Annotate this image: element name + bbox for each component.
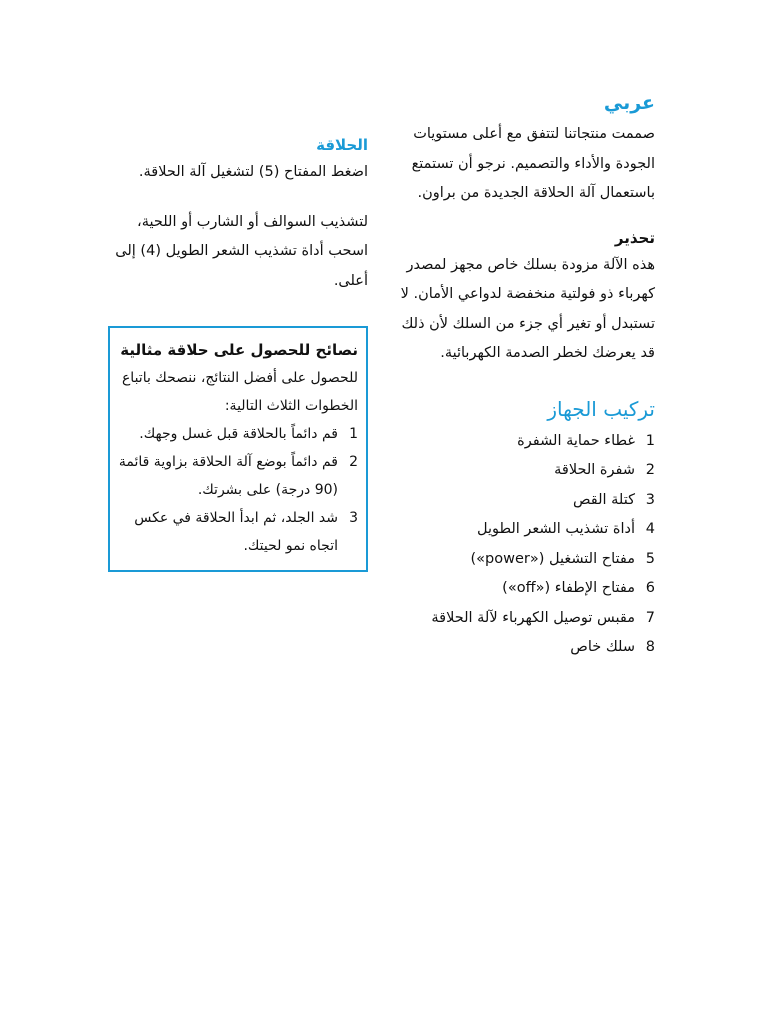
device-title: تركيب الجهاز (547, 396, 655, 421)
tips-intro: للحصول على أفضل النتائج، ننصحك باتباع الخطوات الثلاث التالية: (121, 370, 358, 414)
list-item: 4 أداة تشذيب الشعر الطويل (476, 521, 655, 537)
list-item: 3 شد الجلد، ثم ابدأ الحلاقة في عكس اتجاه نمو لحيتك. (134, 510, 358, 554)
list-item: 2 قم دائماً بوضع آلة الحلاقة بزاوية قائمة (90 درجة) على بشرتك. (118, 454, 358, 498)
tips-title: نصائح للحصول على حلاقة مثالية (120, 341, 358, 359)
list-item: 3 كتلة القص (572, 491, 655, 508)
list-item: 6 مفتاح الإطفاء («off») (502, 580, 655, 596)
right-column (395, 92, 655, 663)
list-item: 1 قم دائماً بالحلاقة قبل غسل وجهك. (139, 426, 358, 442)
tips-box (108, 326, 368, 572)
shaving-text-1: اضغط المفتاح (5) لتشغيل آلة الحلاقة. (138, 164, 368, 180)
left-column (110, 136, 368, 572)
parts-list (395, 427, 655, 663)
list-item: 7 مقبس توصيل الكهرباء لآلة الحلاقة (431, 609, 655, 626)
warning-title: تحذير (614, 228, 655, 247)
list-item: 8 سلك خاص (570, 639, 655, 655)
shaving-title: الحلاقة (316, 136, 368, 154)
list-item: 5 مفتاح التشغيل («power») (470, 550, 655, 567)
warning-text: هذه الآلة مزودة بسلك خاص مجهز لمصدر كهرباء ذو فولتية منخفضة لدواعي الأمان. لا تستبدل أو تغير أي جزء من السلك لأن ذلك قد يعرضك لخطر الصدمة الكهربائية. (400, 256, 655, 361)
tips-steps (118, 420, 358, 560)
language-title: عربي (603, 92, 655, 114)
shaving-text-2: لتشذيب السوالف أو الشارب أو اللحية، اسحب أداة تشذيب الشعر الطويل (4) إلى أعلى. (115, 213, 368, 289)
list-item: 1 غطاء حماية الشفرة (517, 432, 655, 449)
list-item: 2 شفرة الحلاقة (554, 462, 655, 478)
intro-text: صممت منتجاتنا لتتفق مع أعلى مستويات الجودة والأداء والتصميم. نرجو أن تستمتع باستعمال آلة الحلاقة الجديدة من براون. (411, 126, 655, 201)
